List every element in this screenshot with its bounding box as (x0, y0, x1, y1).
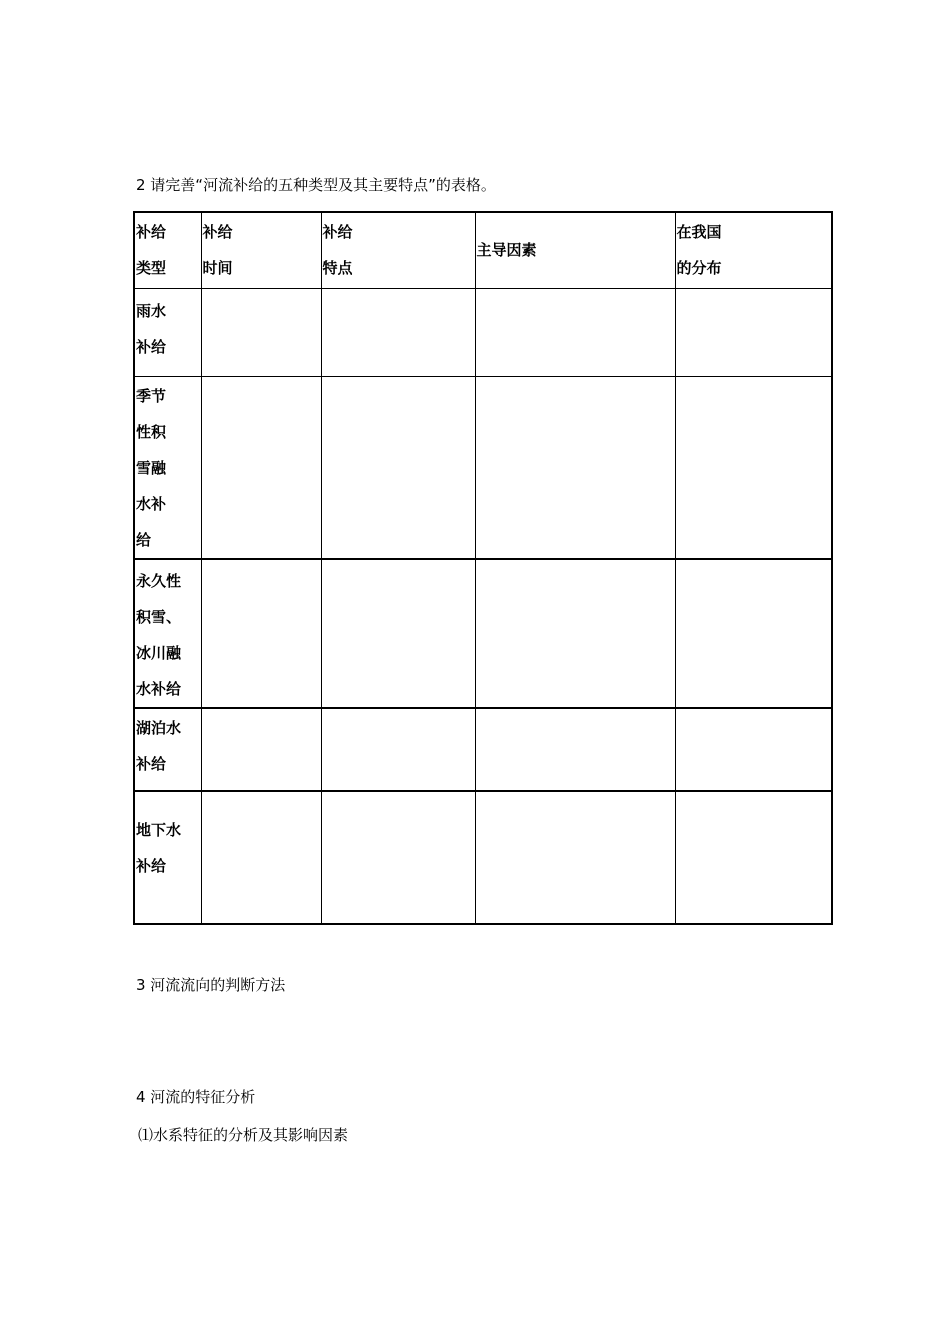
row-label-line: 补给 (136, 857, 167, 875)
header-dominant-factor (475, 212, 675, 288)
row-label-groundwater (134, 791, 201, 924)
row-label-line: 雪融 (136, 458, 167, 477)
cell-blank[interactable] (321, 708, 475, 791)
row-label-line: 水补给 (136, 679, 182, 698)
header-line: 补给 (202, 223, 233, 241)
cell-blank[interactable] (201, 376, 321, 559)
row-label-seasonal-snow (134, 376, 201, 559)
row-label-line: 季节 (136, 386, 167, 405)
header-line: 补给 (136, 223, 167, 241)
cell-blank[interactable] (321, 288, 475, 376)
cell-blank[interactable] (675, 708, 832, 791)
row-label-lake (134, 708, 201, 791)
cell-blank[interactable] (475, 791, 675, 924)
table-row-seasonal-snow (134, 376, 832, 559)
row-label-line: 地下水 (136, 821, 182, 839)
header-line: 在我国 (676, 223, 722, 241)
row-label-line: 补给 (136, 754, 167, 773)
row-label-glacier (134, 559, 201, 708)
row-label-line: 湖泊水 (136, 718, 182, 737)
table-row-rain (134, 288, 832, 376)
table-row-glacier (134, 559, 832, 708)
row-label-line: 补给 (136, 337, 167, 356)
cell-blank[interactable] (675, 288, 832, 376)
cell-blank[interactable] (675, 376, 832, 559)
header-supply-time (201, 212, 321, 288)
cell-blank[interactable] (475, 376, 675, 559)
header-distribution-china (675, 212, 832, 288)
header-line: 类型 (136, 259, 167, 277)
cell-blank[interactable] (475, 708, 675, 791)
cell-blank[interactable] (321, 791, 475, 924)
cell-blank[interactable] (475, 288, 675, 376)
row-label-line: 水补 (136, 494, 167, 513)
header-line: 时间 (202, 259, 233, 277)
cell-blank[interactable] (201, 559, 321, 708)
cell-blank[interactable] (321, 559, 475, 708)
question-4-1-text: ⑴水系特征的分析及其影响因素 (138, 1126, 349, 1144)
cell-blank[interactable] (675, 559, 832, 708)
header-supply-feature (321, 212, 475, 288)
cell-blank[interactable] (201, 708, 321, 791)
cell-blank[interactable] (201, 791, 321, 924)
row-label-line: 给 (136, 530, 152, 549)
question-4-text: 4 河流的特征分析 (136, 1088, 256, 1106)
cell-blank[interactable] (321, 376, 475, 559)
row-label-line: 冰川融 (136, 643, 182, 662)
table-row-lake (134, 708, 832, 791)
question-3-text: 3 河流流向的判断方法 (136, 976, 286, 994)
header-supply-type (134, 212, 201, 288)
cell-blank[interactable] (201, 288, 321, 376)
header-line: 主导因素 (476, 241, 537, 260)
table-row-groundwater (134, 791, 832, 924)
row-label-rain (134, 288, 201, 376)
row-label-line: 雨水 (136, 301, 167, 320)
row-label-line: 性积 (136, 422, 167, 441)
question-2-text: 2 请完善“河流补给的五种类型及其主要特点”的表格。 (136, 176, 496, 194)
cell-blank[interactable] (675, 791, 832, 924)
cell-blank[interactable] (475, 559, 675, 708)
river-supply-table (133, 211, 833, 925)
row-label-line: 积雪、 (136, 607, 182, 626)
header-line: 特点 (322, 259, 353, 277)
header-line: 补给 (322, 223, 353, 241)
row-label-line: 永久性 (136, 571, 182, 590)
table-header-row (134, 212, 832, 288)
header-line: 的分布 (676, 259, 722, 277)
